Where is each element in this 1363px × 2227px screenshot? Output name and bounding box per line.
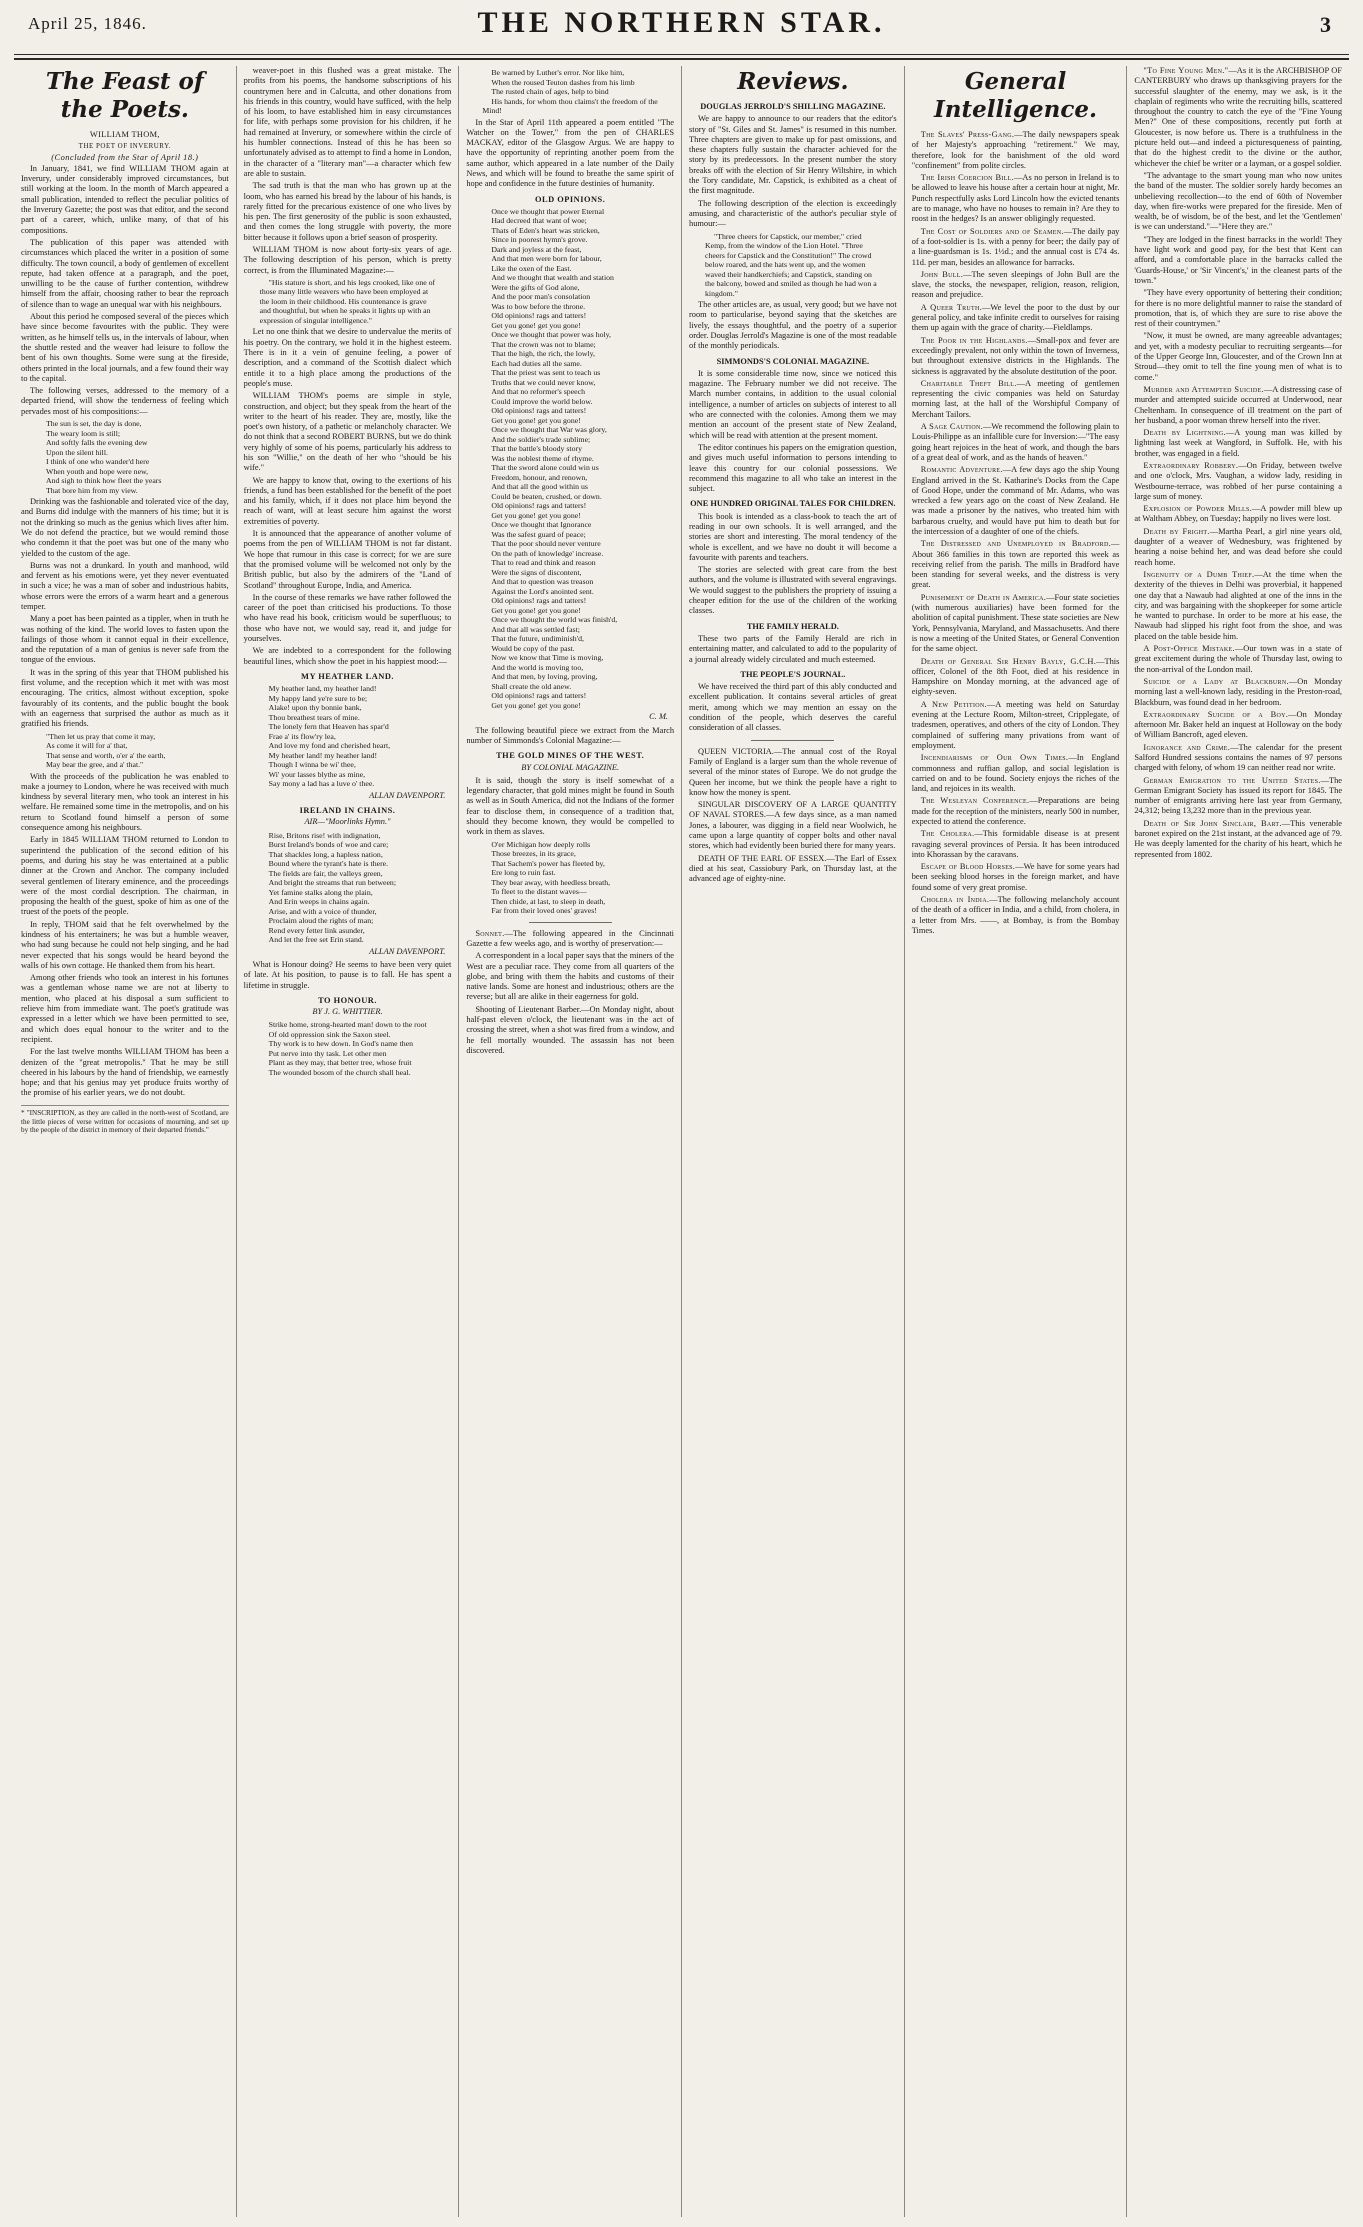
section-divider [529,922,612,923]
poem-my-heathers-land: MY HEATHER LAND. [301,671,394,681]
column-3-body: Be warned by Luther's error. Nor like him, When the roused Teuton dashes from his limb The rusted chain of ages, help to bind His hands, for whom thou claims't the freedom of the Mind! In the Star of April 11th appeared a poem entitled "The Watcher on the Tower," from the pen of CHARLES MACKAY, editor of the Glasgow Argus. We are happy to have the opportunity of reprinting another poem from the same author, which appeared in a late number of the Daily News, and which will be found to breathe the same spirit of hope and confidence in the future destinies of humanity. OLD OPINIONS. Once we thought that power Eternal Had decreed that want of woe; Thats of Eden's heart was stricken, Since in poorest hymn's grove. Dark and joyless at the feast, And that men were born for labour, Like the oxen of the East. And we thought that wealth and station Were the gifts of God alone, And the poor man's consolation Was to bow before the throne. Old opinions! rags and tatters! Get you gone! get you gone! Once we thought that power was holy, That the crown was not to blame; That the high, the rich, the lowly, Each had duties all the same. That the priest was sent to teach us Truths that we could never know, And that no reformer's speech Could improve the world below. Old opinions! rags and tatters! Get you gone! get you gone! Once we thought that War was glory, And the soldier's trade sublime; That the battle's bloody story Was the noblest theme of rhyme. That the sword alone could win us Freedom, honour, and renown, And that all the good within us Could be beaten, crushed, or down. Old opinions! rags and tatters! Get you gone! get you gone! Once we thought that Ignorance Was the safest guard of peace; That the poor should never venture On the path of knowledge' increase. That to read and think and reason Were the signs of discontent, And that to question was treason Against the Lord's anointed sent. Old opinions! rags and tatters! Get you gone! get you gone! Once we thought the world was finish'd, And that all was settled fast; That the future, undiminish'd, Would be copy of the past. Now we know that Time is moving, And the world is moving too, And that men, by loving, proving, Shall create the old anew. Old opinions! rags and tatters! Get you gone! get you gone! C. M. The following beautiful piece we extract from the March number of Simmonds's Colonial Magazine:— THE GOLD MINES OF THE WEST. BY COLONIAL MAGAZINE. It is said, though the story is itself somewhat of a legendary character, that gold mines might be found in South as well as in South America, did not the Indians of the former fear to disclose them, in consequence of a tradition that, should they become known, they would be compelled to work in them as slaves. O'er Michigan how deeply rolls Those breezes, in its grace, That Sachem's power has fleeted by, Ere long to ruin fast. They bear away, with heedless breath, To fleet to the distant waves— Then chide, at last, to sleep in death, Far from their loved ones' graves! Sonnet.—The following appeared in the Cincinnati Gazette a few weeks ago, and is worthy of preservation:— A correspondent in a local paper says that the miners of the West are a peculiar race. They come from all quarters of the globe, and bring with them the habits and customs of their native lands. Some are honest and industrious; others are the reverse; but all are alike in their eagerness for gold. Shooting of Lieutenant Barber.—On Monday night, about half-past eleven o'clock, the lieutenant was in the act of crossing the street, when a shot was fired from a window, and he fell mortally wounded. The assassin has not been discovered. [466,68,675,1055]
column-2 [237,66,460,2217]
poem-line-3: Thats of Eden's heart was stricken, [491,225,600,235]
signature-cm: C. M. [649,712,669,722]
section-head-feast-of-poets: The Feast of the Poets. [45,68,204,123]
quoted-verse: The sun is set, the day is done, The weary loom is still; And softly falls the evening dew Upon the silent hill. I think of one who wander'd here When youth and hope were new, And sigh to think how fleet the years That bore him from my view. [46,419,162,495]
column-5-body: The Slaves' Press-Gang.—The daily newspapers speak of her Majesty's approaching "retirement." We may, therefore, look for the banishment of the old word "confinement" from polite circles. The Irish Coercion Bill.—As no person in Ireland is to be allowed to leave his house after a certain hour at night, Mr. Punch respectfully asks Lord Lincoln how the evicted tenants are to manage, who have no houses to remain in? Are they to roost in the hedges? Is an answer obligingly requested. The Cost of Soldiers and of Seamen.—The daily pay of a foot-soldier is 1s. with a penny for beer; the daily pay of a line-guardsman is 1s. 1½d.; and the annual cost is £74 4s. 11d. per man, besides an allowance for barracks. John Bull.—The seven sleepings of John Bull are the slave, the stocks, the newspaper, religion, reason, religion, reason and prejudice. A Queer Truth.—We level the poor to the dust by our general policy, and take infinite credit to ourselves for raising them up again with the grace of charity.—Fieldlamps. The Poor in the Highlands.—Small-pox and fever are exceedingly prevalent, not only within the town of Inverness, but throughout extensive districts in the Highlands. The sickness is aggravated by the absolute destitution of the poor. Charitable Theft Bill.—A meeting of gentlemen representing the civic companies was held on Saturday morning last, at the hall of the Worshipful Company of Merchant Tailors. A Sage Caution.—We recommend the following plain to Louis-Philippe as an infallible cure for Inversion:—"The easy going heart rejoices in the heat of work, and though the bars of a great deal of work, and as the hands of heaven." Romantic Adventure.—A few days ago the ship Young England arrived in the St. Katharine's Docks from the Cape of Good Hope, under the command of Mr. Adams, who was wrecked a few years ago on the coast of New Zealand. He was made a prisoner by the natives, who treated him with barbarous cruelty, and would have put him to death but for the intercession of a daughter of one of the chiefs. The Distressed and Unemployed in Bradford.—About 366 families in this town are reported this week as receiving relief from the parish. The mills in Bradford have been standing for several weeks, and the distress is very great. Punishment of Death in America.—Four state societies (with numerous auxiliaries) have been formed for the abolition of capital punishment. These state societies are New York, Pennsylvania, Maryland, and Massachusetts. And there is now a meeting of the United States, or General Convention for the same object. Death of General Sir Henry Bayly, G.C.H.—This officer, Colonel of the 8th Foot, died at his residence in Hampshire on Monday morning, at the advanced age of eighty-seven. A New Petition.—A meeting was held on Saturday evening at the Lecture Room, Milton-street, Cripplegate, of tradesmen, operatives, and others of the city of London. They complained of suffering many privations from want of employment. Incendiarisms of Our Own Times.—In England commonness and ruffian gallop, and social legislation is carried on and to be found. Society enjoys the riches of the land, and rejoices in its wealth. The Wesleyan Conference.—Preparations are being made for the reception of the ministers, nearly 500 in number, expected to attend the conference. The Cholera.—This formidable disease is at present ravaging several provinces of Persia. It has been introduced into Khorassan by the caravans. Escape of Blood Horses.—We have for some years had been seeking blood horses in the foreign market, and have found some of very great promise. Cholera in India.—The following melancholy account of the death of a officer in India, and a child, from cholera, in a letter from Mrs. ——, at Bombay, is from the Bombay Times. [911,130,1120,935]
review-peoples-journal-title: THE PEOPLE'S JOURNAL. [740,669,846,679]
poem-old-opinions: OLD OPINIONS. [535,194,606,204]
column-6-body: "To Fine Young Men."—As it is the ARCHBISHOP OF CANTERBURY who draws up thanksgiving prayers for the successful slaughter of the enemy, may we ask, is it the chaplain of regiments who write the recruiting bills, scattered throughout the country to catch the eye of the "Fine Young Men?" One of these compositions, recently put forth at Gloucester, is now before us. There is a truthfulness in the picture held out—and indeed a picturesqueness of painting, that do the highest credit to the divine or the author, whichever the chief be writer or a layman, or a gospel soldier. "The advantage to the smart young man who now unites the band of the muster. The soldier sorely hardy becomes an unbelieving recollection—to the end of 60th of November day, when fire-works were prepared for the fireside. Men of wealth, be of wisdom, be of the best, and let the 'Gentlemen' is we can understand."—"Here they are." "They are lodged in the finest barracks in the world! They have light work and good pay, for the best that Kent can afford, and a comfortable place in the barracks called the 'Guards-House,' or 'Sir Vincent's,' in the cleanest parts of the town." "They have every opportunity of bettering their condition; for there is no more delightful manner to raise the standard of promotion, that is, of which they are sure to rise above the rest of their countrymen." "Now, it must be owned, are many agreeable advantages; and yet, with a modesty peculiar to recruiting sergeants—for of the Upper George Inn, Gloucester, and of the Crown Inn at Stroud—they omit to tell the fine young men of what is to come." Murder and Attempted Suicide.—A distressing case of murder and attempted suicide occurred at Underwood, near Cheltenham. In consequence of ill treatment on the part of her husband, a poor woman threw herself into the river. Death by Lightning.—A young man was killed by lightning last week at Wangford, in Suffolk. He, with his brother, was engaged in a field. Extraordinary Robbery.—On Friday, between twelve and one o'clock, Mrs. Vaughan, a widow lady, residing in Westbourne-terrace, was robbed of her purse containing a large sum of money. Explosion of Powder Mills.—A powder mill blew up at Waltham Abbey, on Tuesday; happily no lives were lost. Death by Fright.—Martha Pearl, a girl nine years old, daughter of a weaver of Wednesbury, was frightened by hearing a noise behind her, and was dead before she could reach home. Ingenuity of a Dumb Thief.—At the time when the dexterity of the thieves in Delhi was proverbial, it happened one day that a Nawaub had alighted at one of the inns in the city, and was bargaining with the shopkeeper for some article he wanted to purchase. In order to be more at his ease, the Nawaub had slipped his right foot from the shoe, and was placed on the table beside him. A Post-Office Mistake.—Our town was in a state of great excitement during the whole of Thursday last, owing to the non-arrival of the London mail. Suicide of a Lady at Blackburn.—On Monday morning last a well-known lady, residing in the Preston-road, Blackburn, was found dead in her bedroom. Extraordinary Suicide of a Boy.—On Monday afternoon Mr. Baker held an inquest at Holloway on the body of William Bancroft, aged eleven. Ignorance and Crime.—The calendar for the present Salford Hundred sessions contains the names of 97 persons charged with felony, of whom 19 can neither read nor write. German Emigration to the United States.—The German Emigrant Society has issued its report for 1845. The number of emigrants arriving here last year from Germany, 24,312; being 13,232 more than in the previous year. Death of Sir John Sinclair, Bart.—This venerable baronet expired on the 21st instant, at the advanced age of 79. He was deeply lamented for the charity of his heart, which he represented from 1802. [1134,66,1343,859]
masthead-rule [14,54,1349,55]
footnote: * "INSCRIPTION, as they are called in the north-west of Scotland, are the little pieces of verse written for occasions of mourning, and set up by the people of the district in memory of their departed friends." [21,1105,229,1135]
poem-ireland-in-chains: IRELAND IN CHAINS. [299,806,396,816]
poem-ireland-verse: Rise, Britons rise! with indignation, Burst Ireland's bonds of woe and care; That shackles long, a hapless nation, Bound where the tyrant's hate is there. The fields are fair, the valleys green, And bright the streams that run between; Yet famine stalks along the plain, And Erin weeps in chains again. Arise, and with a voice of thunder, Proclaim aloud the rights of man; Rend every fetter link asunder, And let the free set Erin stand. [268,830,396,945]
column-1-body: The publication of this paper was attended with circumstances which placed the writer in a position of some difficulty. The town council, a body of gentlemen of excellent repute, had taken offence at a paragraph, and the poet, unwilling to be the cause of further contention, withdrew himself from the affair, choosing rather to bear the reproach of silence than to wage an unequal war with his neighbours. About this period he composed several of the pieces which have since become favourites with the public. They were written, as he himself tells us, in the intervals of labour, when the shuttle rested and the weaver had leisure to follow the bent of his own thoughts. Some were sung at the fireside, others printed in the local journals, and a few found their way to the capital. The following verses, addressed to the memory of a departed friend, will show the tenderness of feeling which pervades most of his compositions:— The sun is set, the day is done, The weary loom is still; And softly falls the evening dew Upon the silent hill. I think of one who wander'd here When youth and hope were new, And sigh to think how fleet the years That bore him from my view. Drinking was the fashionable and tolerated vice of the day, and Burns did indulge with the manners of his time; but it is not the drinking so much as the genius which lives after him. We do not defend the practice, but we would remind those who condemn it that the poet was but one of the many who yielded to the custom of the age. Burns was not a drunkard. In youth and manhood, wild and fervent as his emotions were, yet they never eventuated in such a vice; he was a man of sober and industrious habits, whose errors were the errors of a warm heart and a generous temper. Many a poet has been painted as a tippler, when in truth he was nothing of the kind. The world loves to fasten upon the failings of those whom it cannot equal in their excellence, and the reputation of a man of genius is never safe from the tongue of the envious. It was in the spring of this year that THOM published his first volume, and the reception which it met with was most encouraging. The critics, almost without exception, spoke favourably of its contents, and the public bought the book with an eagerness that surprised the author as much as it gratified his friends. "Then let us pray that come it may, As come it will for a' that, That sense and worth, o'er a' the earth, May bear the gree, and a' that." With the proceeds of the publication he was enabled to make a journey to London, where he was received with much kindness by several literary men, who took an interest in his welfare. He remained some time in the metropolis, and on his return to Scotland found himself a person of some consequence among his neighbours. Early in 1845 WILLIAM THOM returned to London to superintend the publication of the second edition of his poems, and during his stay he was entertained at a public dinner at the Crown and Anchor. The company included several gentlemen of literary eminence, and the proceedings were of the most cordial description. The chairman, in proposing the health of the guest, spoke of him as one of the truest of the poets of the people. In reply, THOM said that he felt overwhelmed by the kindness of his entertainers; he was but a humble weaver, who had sung because he could not help singing, and he had never expected that his songs would be heard beyond the walls of his own cottage. He thanked them from his heart. Among other friends who took an interest in his fortunes was a gentleman whose name we are not at liberty to mention, who placed at his disposal a sum sufficient to relieve him from immediate want. The poet's gratitude was expressed in a letter which we have been permitted to see, and which does equal honour to the writer and to the recipient. For the last twelve months WILLIAM THOM has been a denizen of the "great metropolis." That he may be still cheered in his labours by the hand of friendship, we earnestly hope; and that his genius may yet produce fruits worthy of the promise of his earlier years, we do not doubt. [21,237,229,1098]
description-quote: "His stature is short, and his legs crooked, like one of those many little weavers who have been employed at the loom in their childhood. His countenance is grave and thoughtful, but when he speaks it lights up with an expression of singular intelligence." [259,277,436,325]
issue-date: April 25, 1846. [28,14,147,33]
article-title: WILLIAM THOM, [89,130,160,139]
masthead-rule-thick [14,58,1349,60]
review-family-herald-title: THE FAMILY HERALD. [746,621,839,631]
review-tales-title: ONE HUNDRED ORIGINAL TALES FOR CHILDREN. [690,499,896,509]
poem-line-1: Once we thought that power Eternal [491,206,605,216]
signature-1: ALLAN DAVENPORT. [369,790,446,800]
page-number: 3 [1320,12,1331,37]
poem-old-opinions-verse: Once we thought that power Eternal Had decreed that want of woe; Thats of Eden's heart was stricken, Since in poorest hymn's grove. Dark and joyless at the feast, And that men were born for labour, Like the oxen of the East. And we thought that wealth and station Were the gifts of God alone, And the poor man's consolation Was to bow before the throne. Old opinions! rags and tatters! Get you gone! get you gone! Once we thought that power was holy, That the crown was not to blame; That the high, the rich, the lowly, Each had duties all the same. That the priest was sent to teach us Truths that we could never know, And that no reformer's speech Could improve the world below. Old opinions! rags and tatters! Get you gone! get you gone! Once we thought that War was glory, And the soldier's trade sublime; That the battle's bloody story Was the noblest theme of rhyme. That the sword alone could win us Freedom, honour, and renown, And that all the good within us Could be beaten, crushed, or down. Old opinions! rags and tatters! Get you gone! get you gone! Once we thought that Ignorance Was the safest guard of peace; That the poor should never venture On the path of knowledge' increase. That to read and think and reason Were the signs of discontent, And that to question was treason Against the Lord's anointed sent. Old opinions! rags and tatters! Get you gone! get you gone! Once we thought the world was finish'd, And that all was settled fast; That the future, undiminish'd, Would be copy of the past. Now we know that Time is moving, And the world is moving too, And that men, by loving, proving, Shall create the old anew. Old opinions! rags and tatters! Get you gone! get you gone! [466,207,674,711]
signature-2: ALLAN DAVENPORT. [369,946,446,956]
poem-line-2: Had decreed that want of woe; [491,216,587,226]
poem-to-honour-sub: BY J. G. WHITTIER. [312,1007,383,1017]
poem-to-honour-verse: Strike home, strong-hearted man! down to the root Of old oppression sink the Saxon steel. Thy work is to hew down. In God's name then Put nerve into thy task. Let other men Plant as they may, that better tree, whose fruit The wounded bosom of the church shall heal. [268,1020,427,1077]
article-subtitle: THE POET OF INVERURY. [78,142,171,151]
quoted-verse-2: "Then let us pray that come it may, As come it will for a' that, That sense and worth, o'er a' the earth, May bear the gree, and a' that." [46,731,166,770]
article-intro: In January, 1841, we find WILLIAM THOM again at Inverury, under considerably improved circumstances, but still working at the loom. In the month of March appeared a small publication, intended to reflect the peculiar politics of the Inverury Gazette; the post was that editor, and the second part of a career, which, unlike many, of that of his compositions. [21,163,229,235]
review-jerrold-title: DOUGLAS JERROLD'S SHILLING MAGAZINE. [700,102,886,111]
poem-gold-mines: THE GOLD MINES OF THE WEST. [496,751,645,761]
column-3 [459,66,682,2217]
column-1 [14,66,237,2217]
section-divider-2 [751,740,834,741]
poem-line-4: Since in poorest hymn's grove. [491,235,588,245]
column-5 [905,66,1128,2217]
column-4 [682,66,905,2217]
column-6 [1127,66,1349,2217]
masthead [14,0,1349,62]
column-6-heading: "To Fine Young Men." [1143,66,1229,75]
poem-ireland-sub: AIR—"Moorlinks Hymn." [304,817,391,827]
poem-my-heathers-land-verse: My heather land, my heather land! My happy land ye're sure to be; Alake! upon thy bonnie bank, Thou breathest tears of mine. The lonely fern that Heaven has spar'd Frae a' its flow'ry lea, And love my fond and cherished heart, My heather land! my heather land! Though I winna be wi' thee, Wi' your lasses blythe as mine, Say mony a lad has a luve o' thee. [268,684,391,789]
column-4-body: We are happy to announce to our readers that the editor's story of "St. Giles and St. James" is resumed in this number. Three chapters are given to make up for past omissions, and these chapters fully sustain the character achieved for the story by its predecessors. In the present number the story breaks off with the election of Sir Henry Wiltshire, in which the Tory candidate, Mr. Capstick, is exhibited as a cheat of the first magnitude. The following description of the election is exceedingly amusing, and characteristic of the author's peculiar style of humour:— "Three cheers for Capstick, our member," cried Kemp, from the window of the Lion Hotel. "Three cheers for Capstick and the Constitution!" The crowd below roared, and the hats went up, and the women waved their handkerchiefs; and Capstick, standing on the balcony, bowed and smiled as though he had won a kingdom." The other articles are, as usual, very good; but we have not room to particularise, beyond saying that the sketches are lively, the essays thoughtful, and the poetry of a superior order. Douglas Jerrold's Magazine is one of the most readable of the monthly periodicals. SIMMONDS'S COLONIAL MAGAZINE. It is some considerable time now, since we noticed this magazine. The February number we did not receive. The March number contains, in addition to the usual colonial intelligence, a number of articles on subjects of interest to all who are connected with the colonies. Among them we may mention an account of the present state of New Zealand, which will be read with attention at the present moment. The editor continues his papers on the emigration question, and gives much useful information to persons intending to leave this country for our colonial possessions. We recommend this magazine to all who take an interest in the subject. ONE HUNDRED ORIGINAL TALES FOR CHILDREN. This book is intended as a class-book to teach the art of reading in our own schools. It is well arranged, and the stories are short and interesting. The moral tendency of the whole is excellent, and we have no doubt it will become a favourite with parents and teachers. The stories are selected with great care from the best authors, and the volume is illustrated with several engravings. We would suggest to the publishers the propriety of issuing a cheaper edition for the use of the children of the working classes. THE FAMILY HERALD. These two parts of the Family Herald are rich in entertaining matter, and calculated to add to the popularity of a journal already widely circulated and much esteemed. THE PEOPLE'S JOURNAL. We have received the third part of this ably conducted and excellent publication. It contains several articles of great merit, among which we may mention an essay on the condition of the people, which deserves the careful consideration of all classes. QUEEN VICTORIA.—The annual cost of the Royal Family of England is a larger sum than the whole revenue of several of the minor states of Europe. We do not grudge the Queen her income, but we think the people have a right to know how the money is spent. SINGULAR DISCOVERY OF A LARGE QUANTITY OF NAVAL STORES.—A few days since, as a man named Jones, a labourer, was digging in a field near Woolwich, he came upon a large quantity of copper bolts and other naval stores, which had evidently been buried there for many years. DEATH OF THE EARL OF ESSEX.—The Earl of Essex died at his seat, Cassiobury Park, on Thursday last, at the advanced age of eighty-nine. [689,114,897,884]
poem-continued: Be warned by Luther's error. Nor like him, When the roused Teuton dashes from his limb The rusted chain of ages, help to bind His hands, for whom thou claims't the freedom of the Mind! [482,68,658,115]
columns [14,66,1349,2217]
article-note: (Concluded from the Star of April 18.) [51,152,199,162]
column-2-body: weaver-poet in this flushed was a great mistake. The profits from his poems, the handsome subscriptions of his countrymen here and in Calcutta, and other donations from his friends in this country, would have sufficed, with the help of his loom, to have established him in easy circumstances for life, with perhaps some provision for his children, if he had remained at Inverury, or somewhere within the circle of his humbler connections. Instead of this he has been so unfortunately advised as to attempt to find a home in London, in the character of a "literary man"—a character which few are able to sustain. The sad truth is that the man who has grown up at the loom, who has earned his bread by the labour of his hands, is rarely fitted for the precarious existence of one who lives by his pen. The first generosity of the public is soon exhausted, and then comes the long struggle with poverty, the more bitter because it follows upon a brief season of prosperity. WILLIAM THOM is now about forty-six years of age. The following description of his person, which is pretty correct, is from the Illuminated Magazine:— "His stature is short, and his legs crooked, like one of those many little weavers who have been employed at the loom in their childhood. His countenance is grave and thoughtful, but when he speaks it lights up with an expression of singular intelligence." Let no one think that we desire to undervalue the merits of his poetry. On the contrary, we hold it in the highest esteem. There is in it a vein of genuine feeling, a power of description, and a command of the Scottish dialect which entitle it to a high place among the productions of the people's muse. WILLIAM THOM's poems are simple in style, construction, and object; but they speak from the heart of the writer to the heart of his reader. They are, mostly, like the poet's own history, of a pathetic or melancholy character. We do not think that a second ROBERT BURNS, but we do think very highly of some of his poems, particularly his address to his son "Willie," on the death of her who "should be his wife." We are happy to know that, owing to the exertions of his friends, a fund has been established for the benefit of the poet and his family, which, if it does not place him beyond the reach of want, will at least secure him against the worst extremities of poverty. It is announced that the appearance of another volume of poems from the pen of WILLIAM THOM is not far distant. We hope that rumour in this case is correct; for we are sure that the promised volume will be welcomed not only by the British public, but also by the admirers of the "Land of Scotland" throughout Europe, India, and America. In the course of these remarks we have rather followed the career of the poet than criticised his productions. To those who have read his book, criticism would be superfluous; to those who have not, we would say, read it, and judge for yourselves. We are indebted to a correspondent for the following beautiful lines, which show the poet in his happiest mood:— MY HEATHER LAND. My heather land, my heather land! My happy land ye're sure to be; Alake! upon thy bonnie bank, Thou breathest tears of mine. The lonely fern that Heaven has spar'd Frae a' its flow'ry lea, And love my fond and cherished heart, My heather land! my heather land! Though I winna be wi' thee, Wi' your lasses blythe as mine, Say mony a lad has a luve o' thee. ALLAN DAVENPORT. IRELAND IN CHAINS. AIR—"Moorlinks Hymn." Rise, Britons rise! with indignation, Burst Ireland's bonds of woe and care; That shackles long, a hapless nation, Bound where the tyrant's hate is there. The fields are fair, the valleys green, And bright the streams that run between; Yet famine stalks along the plain, And Erin weeps in chains again. Arise, and with a voice of thunder, Proclaim aloud the rights of man; Rend every fetter link asunder, And let the free set Erin stand. ALLAN DAVENPORT. What is Honour doing? He seems to have been very quiet of late. At his position, to pause is to fall. He has spent a lifetime in struggle. TO HONOUR. BY J. G. WHITTIER. Strike home, strong-hearted man! down to the root Of old oppression sink the Saxon steel. Thy work is to hew down. In God's name then Put nerve into thy task. Let other men Plant as they may, that better tree, whose fruit The wounded bosom of the church shall heal. [243,66,452,1077]
newspaper-title: THE NORTHERN STAR. [477,6,886,39]
poem-gold-mines-sub: BY COLONIAL MAGAZINE. [521,762,620,772]
poem-gold-verse: O'er Michigan how deeply rolls Those breezes, in its grace, That Sachem's power has fleeted by, Ere long to ruin fast. They bear away, with heedless breath, To fleet to the distant waves— Then chide, at last, to sleep in death, Far from their loved ones' graves! [491,839,611,916]
review-simmonds-title: SIMMONDS'S COLONIAL MAGAZINE. [716,356,870,366]
review-quote-1: "Three cheers for Capstick, our member," cried Kemp, from the window of the Lion Hotel. "Three cheers for Capstick and the Constitution!" The crowd below roared, and the hats went up, and the women waved their handkerchiefs; and Capstick, standing on the balcony, bowed and smiled as though he had won a kingdom." [705,231,877,298]
section-head-general-intelligence: General Intelligence. [934,68,1098,123]
poem-to-honour: TO HONOUR. [318,995,377,1005]
section-head-reviews: Reviews. [737,68,849,95]
